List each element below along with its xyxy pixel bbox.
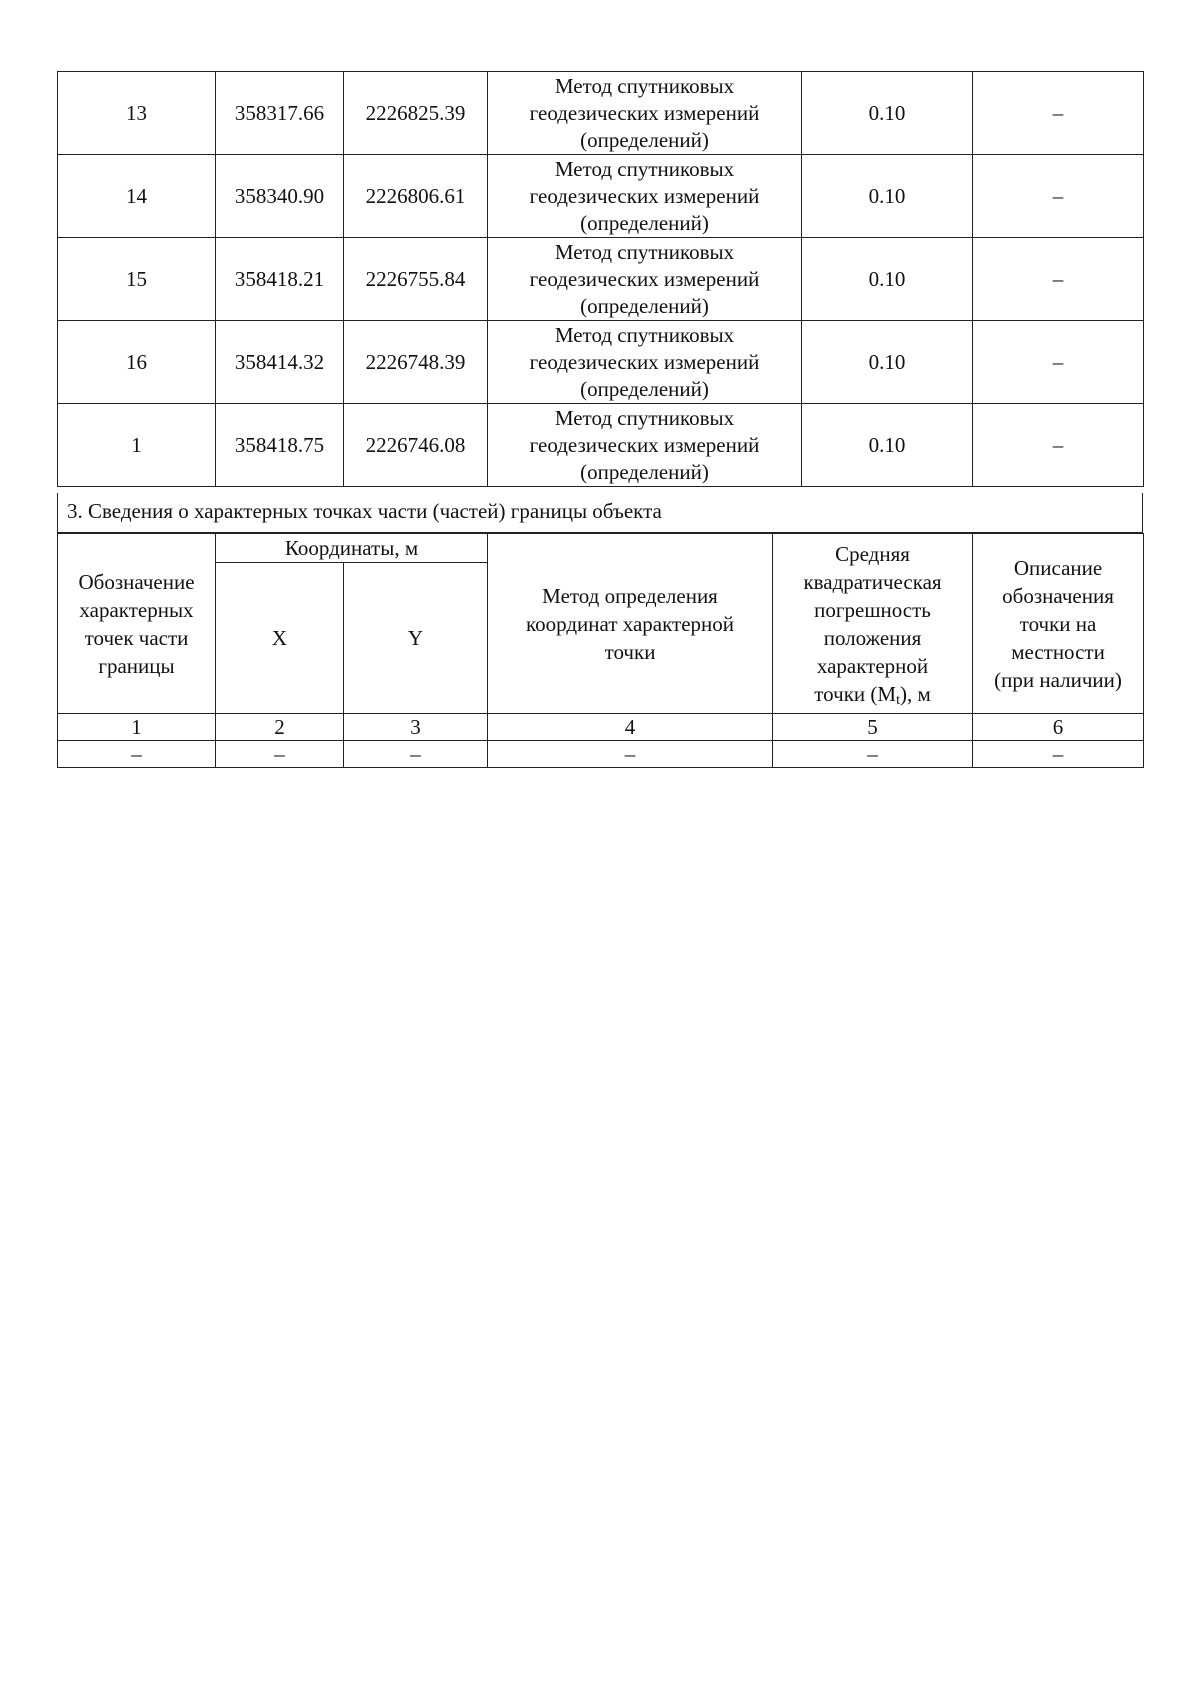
description-cell: – [973, 321, 1144, 404]
method-line: геодезических измерений [529, 349, 760, 374]
header-accuracy: Средняя квадратическая погрешность положения характерной точки $(M_t)$, м [773, 534, 973, 714]
method-cell [488, 72, 802, 155]
method-line: геодезических измерений [529, 100, 760, 125]
header-row-1 [58, 534, 1144, 563]
table-row [58, 155, 1144, 238]
empty-cell: – [488, 741, 773, 768]
method-line: Метод спутниковых [554, 239, 735, 264]
y-coordinate-cell: 2226746.08 [344, 404, 488, 487]
method-cell [488, 404, 802, 487]
accuracy-cell: 0.10 [802, 238, 973, 321]
col-num-6: 6 [973, 714, 1144, 741]
part-boundary-points-table [57, 533, 1144, 768]
method-line: Метод спутниковых [554, 156, 735, 181]
description-cell: – [973, 404, 1144, 487]
y-coordinate-cell: 2226748.39 [344, 321, 488, 404]
description-cell: – [973, 155, 1144, 238]
method-cell [488, 321, 802, 404]
header-description: Описание обозначения точки на местности (при наличии) [973, 534, 1144, 714]
accuracy-cell: 0.10 [802, 72, 973, 155]
table-row [58, 72, 1144, 155]
empty-cell: – [773, 741, 973, 768]
x-coordinate-cell: 358418.75 [216, 404, 344, 487]
section-3-title: 3. Сведения о характерных точках части (частей) границы объекта [57, 493, 1143, 533]
table-row [58, 404, 1144, 487]
header-designation: Обозначение характерных точек части границы [58, 534, 216, 714]
method-line: (определений) [580, 459, 709, 484]
table-row [58, 321, 1144, 404]
x-coordinate-cell: 358414.32 [216, 321, 344, 404]
point-number-cell: 15 [58, 238, 216, 321]
col-num-2: 2 [216, 714, 344, 741]
point-number-cell: 16 [58, 321, 216, 404]
y-coordinate-cell: 2226825.39 [344, 72, 488, 155]
point-number-cell: 13 [58, 72, 216, 155]
description-cell: – [973, 238, 1144, 321]
method-line: геодезических измерений [529, 432, 760, 457]
x-coordinate-cell: 358317.66 [216, 72, 344, 155]
y-coordinate-cell: 2226806.61 [344, 155, 488, 238]
col-num-3: 3 [344, 714, 488, 741]
method-cell [488, 238, 802, 321]
method-line: (определений) [580, 293, 709, 318]
description-cell: – [973, 72, 1144, 155]
accuracy-cell: 0.10 [802, 155, 973, 238]
method-line: (определений) [580, 210, 709, 235]
empty-cell: – [58, 741, 216, 768]
boundary-points-table [57, 71, 1144, 487]
empty-cell: – [216, 741, 344, 768]
table-row [58, 238, 1144, 321]
column-number-row [58, 714, 1144, 741]
accuracy-cell: 0.10 [802, 321, 973, 404]
method-line: Метод спутниковых [554, 322, 735, 347]
method-line: (определений) [580, 127, 709, 152]
header-x: X [216, 563, 344, 714]
method-line: Метод спутниковых [554, 73, 735, 98]
method-line: геодезических измерений [529, 266, 760, 291]
x-coordinate-cell: 358340.90 [216, 155, 344, 238]
method-line: (определений) [580, 376, 709, 401]
y-coordinate-cell: 2226755.84 [344, 238, 488, 321]
method-line: Метод спутниковых [554, 405, 735, 430]
accuracy-cell: 0.10 [802, 404, 973, 487]
empty-cell: – [344, 741, 488, 768]
header-coordinates: Координаты, м [216, 534, 488, 563]
point-number-cell: 1 [58, 404, 216, 487]
empty-cell: – [973, 741, 1144, 768]
col-num-5: 5 [773, 714, 973, 741]
header-method: Метод определения координат характерной точки [488, 534, 773, 714]
empty-data-row [58, 741, 1144, 768]
header-y: Y [344, 563, 488, 714]
method-line: геодезических измерений [529, 183, 760, 208]
col-num-1: 1 [58, 714, 216, 741]
col-num-4: 4 [488, 714, 773, 741]
method-cell [488, 155, 802, 238]
x-coordinate-cell: 358418.21 [216, 238, 344, 321]
point-number-cell: 14 [58, 155, 216, 238]
